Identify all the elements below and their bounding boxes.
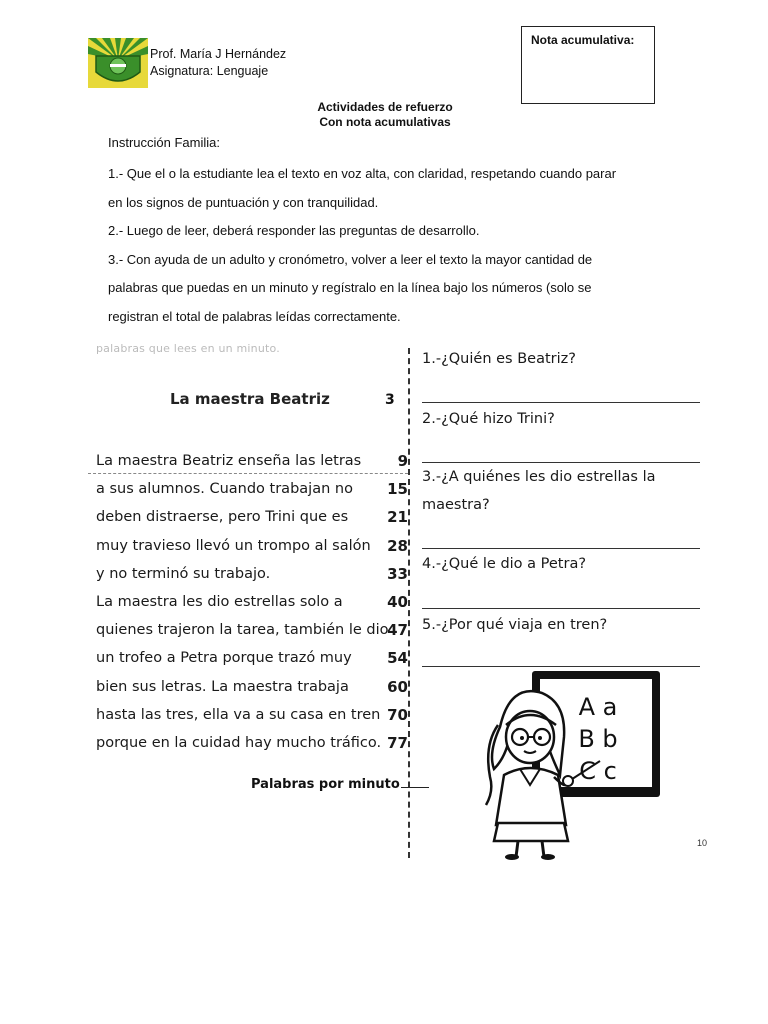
story-line bbox=[96, 475, 408, 503]
story-line bbox=[96, 532, 408, 560]
teacher-name: Prof. María J Hernández bbox=[150, 47, 287, 61]
reading-worksheet bbox=[88, 340, 728, 860]
page-number: 10 bbox=[697, 838, 708, 848]
story-line-text: a sus alumnos. Cuando trabajan no bbox=[96, 481, 353, 498]
story-line-text: un trofeo a Petra porque trazó muy bbox=[96, 650, 352, 667]
story-line bbox=[96, 673, 408, 701]
board-letters-a: A a bbox=[578, 693, 618, 721]
instruction-line: registran el total de palabras leídas correctamente. bbox=[108, 308, 401, 324]
word-count: 28 bbox=[387, 536, 408, 555]
dashed-divider bbox=[408, 348, 410, 858]
story-line bbox=[96, 560, 408, 588]
story-line bbox=[96, 701, 408, 729]
word-count: 40 bbox=[387, 592, 408, 611]
board-letters-c: C c bbox=[579, 757, 617, 785]
story-line bbox=[96, 729, 408, 757]
instruction-line: 2.- Luego de leer, deberá responder las preguntas de desarrollo. bbox=[108, 223, 480, 238]
word-count: 33 bbox=[387, 564, 408, 583]
instructions-block bbox=[108, 160, 668, 331]
story-line bbox=[96, 644, 408, 672]
question-4: 4.-¿Qué le dio a Petra? bbox=[422, 556, 587, 572]
answer-line-4[interactable] bbox=[422, 608, 700, 609]
story-line-text: muy travieso llevó un trompo al salón bbox=[96, 537, 371, 554]
word-count: 60 bbox=[387, 677, 408, 696]
story-line-text: quienes trajeron la tarea, también le dio bbox=[96, 622, 389, 639]
question-3-continued: maestra? bbox=[422, 497, 490, 513]
instruction-line: en los signos de puntuación y con tranquilidad. bbox=[108, 194, 379, 210]
story-line-text: y no terminó su trabajo. bbox=[96, 565, 271, 582]
question-1: 1.-¿Quién es Beatriz? bbox=[422, 351, 576, 367]
story-title-word-count: 3 bbox=[385, 392, 395, 408]
words-per-minute-label: Palabras por minuto bbox=[251, 777, 400, 792]
story-line-text: deben distraerse, pero Trini que es bbox=[96, 509, 349, 526]
board-letters-b: B b bbox=[578, 725, 618, 753]
activity-title-line2: Con nota acumulativas bbox=[319, 115, 451, 129]
question-2: 2.-¿Qué hizo Trini? bbox=[422, 411, 555, 427]
word-count: 21 bbox=[387, 508, 408, 527]
word-count: 77 bbox=[387, 733, 408, 752]
grade-box-label: Nota acumulativa: bbox=[531, 33, 635, 47]
words-per-minute-blank[interactable] bbox=[401, 787, 429, 788]
activity-title-line1: Actividades de refuerzo bbox=[317, 100, 453, 114]
question-3: 3.-¿A quiénes les dio estrellas la bbox=[422, 469, 656, 485]
story-title: La maestra Beatriz bbox=[170, 390, 330, 408]
story-line-text: hasta las tres, ella va a su casa en tren bbox=[96, 706, 381, 723]
school-logo-icon bbox=[88, 38, 148, 88]
faded-top-text: palabras que lees en un minuto. bbox=[96, 342, 280, 355]
teacher-chalkboard-illustration bbox=[480, 665, 676, 860]
word-count: 47 bbox=[387, 621, 408, 640]
subject-label: Asignatura: Lenguaje bbox=[150, 64, 269, 78]
word-count: 54 bbox=[387, 649, 408, 668]
story-lines bbox=[96, 447, 408, 757]
story-line bbox=[96, 616, 408, 644]
question-5: 5.-¿Por qué viaja en tren? bbox=[422, 617, 608, 633]
instruction-line: palabras que puedas en un minuto y regístralo en la línea bajo los números (solo se bbox=[108, 280, 592, 295]
activity-title bbox=[250, 100, 520, 130]
word-count: 9 bbox=[397, 452, 408, 470]
answer-line-3[interactable] bbox=[422, 548, 700, 549]
story-line bbox=[96, 503, 408, 531]
story-line bbox=[96, 447, 408, 475]
answer-line-2[interactable] bbox=[422, 462, 700, 463]
words-per-minute bbox=[251, 777, 429, 792]
instruction-line: 1.- Que el o la estudiante lea el texto en voz alta, con claridad, respetando cuando parar bbox=[108, 166, 617, 181]
answer-line-1[interactable] bbox=[422, 402, 700, 403]
instruction-line: 3.- Con ayuda de un adulto y cronómetro, volver a leer el texto la mayor cantidad de bbox=[108, 251, 593, 267]
story-line bbox=[96, 588, 408, 616]
story-line-text: La maestra Beatriz enseña las letras bbox=[96, 453, 362, 469]
story-line-text: La maestra les dio estrellas solo a bbox=[96, 593, 343, 610]
word-count: 70 bbox=[387, 705, 408, 724]
story-line-text: bien sus letras. La maestra trabaja bbox=[96, 678, 349, 695]
grade-box bbox=[521, 26, 655, 104]
word-count: 15 bbox=[387, 480, 408, 499]
story-line-text: porque en la cuidad hay mucho tráfico. bbox=[96, 734, 382, 751]
instructions-heading: Instrucción Familia: bbox=[108, 135, 220, 150]
